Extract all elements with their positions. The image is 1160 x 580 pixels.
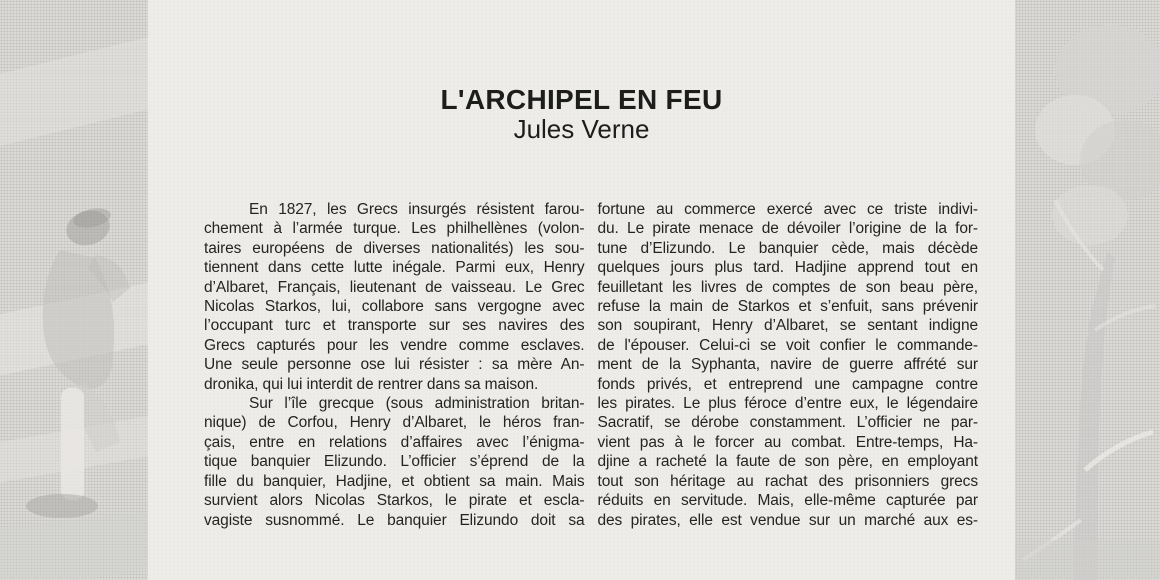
text-line: Une seule personne ose lui résister : sa mère An- xyxy=(204,356,585,374)
text-line: tout son héritage au rachat des prisonniers grecs xyxy=(597,472,978,490)
text-line: tiennent dans cette lutte inégale. Parmi eux, Henry xyxy=(204,259,585,277)
text-line: feuilletant les livres de comptes de son beau père, xyxy=(597,278,978,296)
text-line: Grecs capturés pour les vendre comme esclaves. xyxy=(204,336,585,354)
text-line: ment de la Syphanta, navire de guerre affrété sur xyxy=(597,356,978,374)
text-line: l’occupant turc et transporte sur ses navires des xyxy=(204,317,585,335)
paragraph xyxy=(598,200,979,530)
text-line: survient alors Nicolas Starkos, le pirate et escla- xyxy=(204,492,585,510)
text-line: du. Le pirate menace de dévoiler l’origine de la for- xyxy=(597,220,978,238)
text-line: fortune au commerce exercé avec ce triste indivi- xyxy=(597,201,978,218)
left-margin-artwork xyxy=(0,0,148,580)
text-line: Sacratif, se dérobe constamment. L’officier ne par- xyxy=(597,414,978,432)
text-line: de l'épouser. Celui-ci se voit confier le commande- xyxy=(597,336,978,354)
text-line: réduits en servitude. Mais, elle-même capturée par xyxy=(597,492,978,510)
text-line: vient pas à le forcer au combat. Entre-temps, Ha- xyxy=(597,433,978,451)
tree-engraving-icon xyxy=(1015,0,1160,580)
text-line: tune d’Elizundo. Le banquier cède, mais décède xyxy=(597,239,978,257)
text-line: tique banquier Elizundo. L’officier s’éprend de la xyxy=(204,453,585,471)
text-line: quelques jours plus tard. Hadjine apprend tout en xyxy=(597,259,978,277)
right-margin-artwork xyxy=(1015,0,1160,580)
text-line: Sur l’île grecque (sous administration britan- xyxy=(249,395,585,413)
text-line: des pirates, elle est vendue sur un marché aux es- xyxy=(597,511,978,529)
text-line: Nicolas Starkos, lui, collabore sans vergogne avec xyxy=(204,298,585,316)
text-line: nique) de Corfou, Henry d’Albaret, le héros fran- xyxy=(204,414,585,432)
right-column xyxy=(598,200,979,530)
athlete-engraving-icon xyxy=(0,0,148,580)
paragraph xyxy=(204,394,585,530)
text-line: taires européens de diverses nationalités) les sou- xyxy=(204,239,585,257)
text-line: d’Albaret, Français, lieutenant de vaisseau. Le Grec xyxy=(204,278,585,296)
text-line: dronika, qui lui interdit de rentrer dans sa maison. xyxy=(204,375,539,393)
paragraph xyxy=(204,200,585,394)
text-page xyxy=(148,0,1015,580)
book-title: L'ARCHIPEL EN FEU xyxy=(440,84,723,115)
text-line: çais, entre en relations d’affaires avec l’énigma- xyxy=(204,433,585,451)
book-author: Jules Verne xyxy=(513,114,650,144)
text-line: vagiste susnommé. Le banquier Elizundo doit sa xyxy=(204,511,585,529)
left-column xyxy=(204,200,585,530)
text-line: En 1827, les Grecs insurgés résistent farou- xyxy=(249,201,585,218)
two-column-text xyxy=(148,200,1015,530)
text-line: fonds privés, et entreprend une campagne contre xyxy=(597,375,978,393)
text-line: son soupirant, Henry d’Albaret, se sentant indigne xyxy=(597,317,978,335)
text-line: les pirates. Le plus féroce d’entre eux, le légendaire xyxy=(597,395,978,413)
text-line: chement à l’armée turque. Les philhellènes (volon- xyxy=(204,220,585,238)
text-line: djine a racheté la faute de son père, en employant xyxy=(597,453,978,471)
text-line: refuse la main de Starkos et s’enfuit, sans prévenir xyxy=(597,298,978,316)
text-line: fille du banquier, Hadjine, et obtient sa main. Mais xyxy=(204,472,585,490)
